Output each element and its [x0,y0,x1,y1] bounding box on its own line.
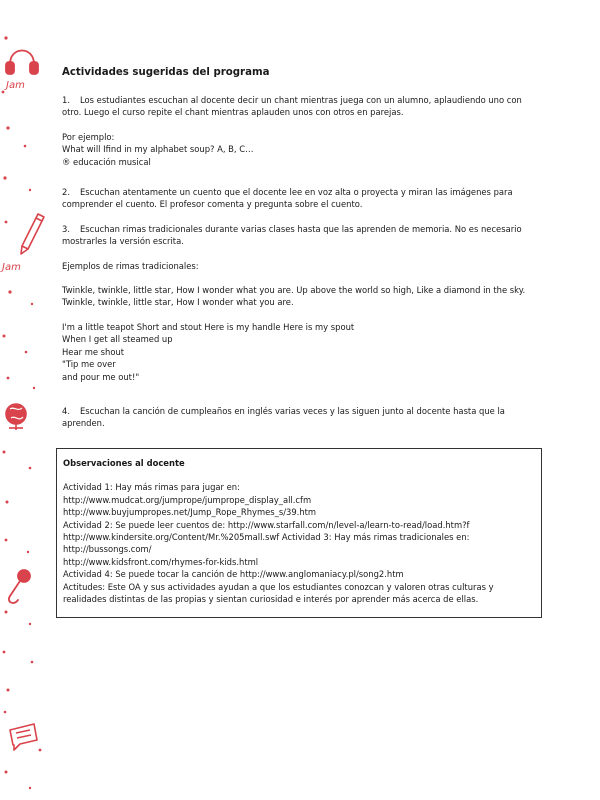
activity-1-text: Los estudiantes escuchan al docente decir un chant mientras juega con un alumno, aplaudiendo uno con otro. Luego el curso repite el chant mientras aplauden unos con otros en parejas. [62,95,522,118]
rhymes-label: Ejemplos de rimas tradicionales: [62,260,199,271]
teapot-line: "Tip me over [62,359,116,370]
obs-line: http://www.kindersite.org/Content/Mr.%205mall.swf Actividad 3: Hay más rimas tradicionales en: [63,532,470,543]
activities-section [62,66,536,442]
jam-doodle-2: Jam [2,262,21,273]
rhyme-twinkle: Twinkle, twinkle, little star, How I wonder what you are. Up above the world so high, Like a diamond in the sky. Twinkle, twinkle, little star, How I wonder what you are. [62,285,526,308]
activity-2-number: 2. [62,187,70,198]
example-1 [62,131,536,168]
obs-line: Actividad 4: Se puede tocar la canción de http://www.anglomaniacy.pl/song2.htm [63,569,404,580]
globe-icon [6,404,26,430]
activity-2-text: Escuchan atentamente un cuento que el docente lee en voz alta o proyecta y miran las imágenes para comprender el cuento. El profesor comenta y pregunta sobre el cuento. [62,187,513,210]
headphones-icon [6,51,38,75]
observaciones-title: Observaciones al docente [63,458,185,468]
obs-link[interactable]: http://www.buyjumpropes.net/Jump_Rope_Rhymes_s/39.htm [63,507,317,518]
activity-4-number: 4. [62,405,70,416]
obs-line: Actividad 2: Se puede leer cuentos de: http://www.starfall.com/n/level-a/learn-to-read/load.htm?f [63,519,470,530]
activity-2 [62,186,536,211]
activity-3 [62,223,536,248]
speech-bubble-icon [10,724,37,750]
teapot-line: I'm a little teapot Short and stout Here is my handle Here is my spout [62,321,355,332]
activity-1 [62,94,536,119]
pencil-icon [21,214,44,254]
activity-3-text: Escuchan rimas tradicionales durante varias clases hasta que las aprenden de memoria. No es necesario mostrarles la versión escrita. [62,223,522,247]
obs-link[interactable]: http://www.mudcat.org/jumprope/jumprope_display_all.cfm [63,494,312,505]
obs-line: Actividad 1: Hay más rimas para jugar en: [63,482,240,493]
rhyme-teapot [62,321,536,383]
teapot-line: and pour me out!" [62,371,140,382]
obs-link[interactable]: http://bussongs.com/ [63,544,152,555]
activity-1-number: 1. [62,95,70,105]
activity-3-number: 3. [62,223,70,234]
example-label: Por ejemplo: [62,131,115,142]
margin-decoration [0,0,58,800]
example-chant: What will Ifind in my alphabet soup? A, B, C… [62,144,254,155]
obs-attitudes: Actitudes: Este OA y sus actividades ayudan a que los estudiantes conozcan y valoren otras culturas y realidades distintas de las propias y sientan curiosidad e interés por aprender más acerca de ellas. [63,581,494,605]
microphone-icon [9,570,30,603]
observaciones-box [56,448,542,618]
teapot-line: Hear me shout [62,346,125,357]
section-title: Actividades sugeridas del programa [62,67,270,78]
activity-4 [62,405,536,430]
example-tag: ® educación musical [62,156,151,167]
obs-link[interactable]: http://www.kidsfront.com/rhymes-for-kids.html [63,556,259,567]
activity-4-text: Escuchan la canción de cumpleaños en inglés varias veces y las siguen junto al docente hasta que la aprenden. [62,405,505,429]
teapot-line: When I get all steamed up [62,334,173,345]
jam-doodle: Jam [6,80,25,91]
